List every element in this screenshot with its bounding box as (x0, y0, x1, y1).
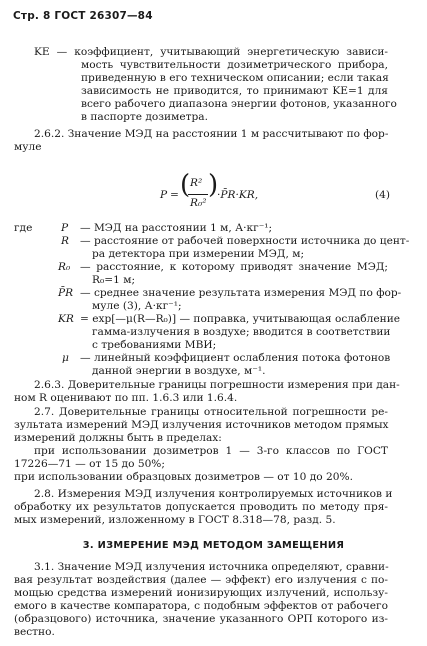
para-3-1-line-1: 3.1. Значение МЭД излучения источника определяют, сравни- (34, 561, 389, 573)
page-header: Стр. 8 ГОСТ 26307—84 (13, 10, 153, 22)
formula-number: (4) (375, 189, 391, 201)
def-sym-mu: μ (62, 352, 69, 364)
ke-definition-line-2: мость чувствительности дозиметрического прибора, (81, 59, 388, 71)
para-2-7-line-6: при использовании образцовых дозиметров — от 10 до 20%. (14, 471, 353, 483)
para-2-6-3-line-1: 2.6.3. Доверительные границы погрешности измерения при дан- (34, 379, 400, 391)
def-text-pr-2: муле (3), А·кг⁻¹; (92, 300, 182, 312)
def-text-kr-2: гамма-излучения в воздухе; вводится в соответствии (92, 326, 391, 338)
ke-definition-line-3: приведенную в его техническом описании; если такая (81, 72, 389, 84)
def-text-pr-1: — среднее значение результата измерения МЭД по фор- (80, 287, 402, 299)
para-2-7-line-4: при использовании дозиметров 1 — 3-го классов по ГОСТ (34, 445, 388, 457)
formula-fraction-bar (188, 194, 208, 195)
formula-left-paren: ( (180, 170, 191, 200)
formula-right-paren: ) (208, 170, 219, 200)
formula-equals: = (170, 189, 179, 201)
def-sym-kr: KR (58, 313, 74, 325)
def-text-r0-1: — расстояние, к которому приводят значение МЭД; (80, 261, 388, 273)
para-2-7-line-2: зультата измерений МЭД излучения источников методом прямых (14, 419, 389, 431)
para-2-7-line-5: 17226—71 — от 15 до 50%; (14, 458, 165, 470)
def-text-r-1: — расстояние от рабочей поверхности источника до цент- (80, 235, 410, 247)
def-text-r-2: ра детектора при измерении МЭД, м; (92, 248, 305, 260)
para-2-7-line-3: измерений должны быть в пределах: (14, 432, 222, 444)
formula-4 (160, 170, 310, 216)
def-text-kr-1: = exp[—μ(R—R₀)] — поправка, учитывающая ослабление (80, 313, 401, 325)
formula-lhs: P (160, 189, 168, 201)
def-text-mu-2: данной энергии в воздухе, м⁻¹. (92, 365, 266, 377)
para-3-1-line-2: вая результат воздействия (далее — эффект) его излучения с по- (14, 574, 388, 586)
formula-rest: ·P̄R·KR, (217, 189, 259, 201)
formula-numerator: R² (190, 177, 203, 189)
para-3-1-line-5: (образцового) источника, значение указанного ОРП которого из- (14, 613, 388, 625)
ke-definition-line-1: KЕ — коэффициент, учитывающий энергетическую зависи- (34, 46, 388, 58)
def-text-r0-2: R₀=1 м; (92, 274, 136, 286)
def-sym-pr: P̄R (58, 287, 74, 299)
section-3-title: 3. ИЗМЕРЕНИЕ МЭД МЕТОДОМ ЗАМЕЩЕНИЯ (82, 540, 345, 551)
para-2-6-2-line-1: 2.6.2. Значение МЭД на расстоянии 1 м рассчитывают по фор- (34, 128, 389, 140)
ke-definition-line-5: всего рабочего диапазона энергии фотонов, указанного (81, 98, 397, 110)
para-2-8-line-1: 2.8. Измерения МЭД излучения контролируемых источников и (34, 488, 393, 500)
def-sym-r0: R₀ (58, 261, 71, 273)
para-2-6-2-line-2: муле (14, 141, 42, 153)
para-3-1-line-4: емого в качестве компаратора, с подобным эффектов от рабочего (14, 600, 388, 612)
def-text-mu-1: — линейный коэффициент ослабления потока фотонов (80, 352, 391, 364)
def-sym-p: P (61, 222, 69, 234)
para-3-1-line-6: вестно. (14, 626, 55, 638)
para-3-1-line-3: мощью средства измерений ионизирующих излучений, использу- (14, 587, 388, 599)
ke-definition-line-6: в паспорте дозиметра. (81, 111, 208, 123)
formula-denominator: R₀² (190, 197, 207, 209)
para-2-8-line-3: мых измерений, изложенному в ГОСТ 8.318—78, разд. 5. (14, 514, 336, 526)
def-text-p: — МЭД на расстоянии 1 м, А·кг⁻¹; (80, 222, 273, 234)
ke-definition-line-4: зависимость не приводится, то принимают KЕ=1 для (81, 85, 388, 97)
para-2-6-3-line-2: ном R оценивают по пп. 1.6.3 или 1.6.4. (14, 392, 238, 404)
where-label: где (14, 222, 33, 234)
def-text-kr-3: с требованиями МВИ; (92, 339, 217, 351)
def-sym-r: R (61, 235, 69, 247)
para-2-7-line-1: 2.7. Доверительные границы относительной погрешности ре- (34, 406, 388, 418)
para-2-8-line-2: обработку их результатов допускается проводить по методу пря- (14, 501, 388, 513)
